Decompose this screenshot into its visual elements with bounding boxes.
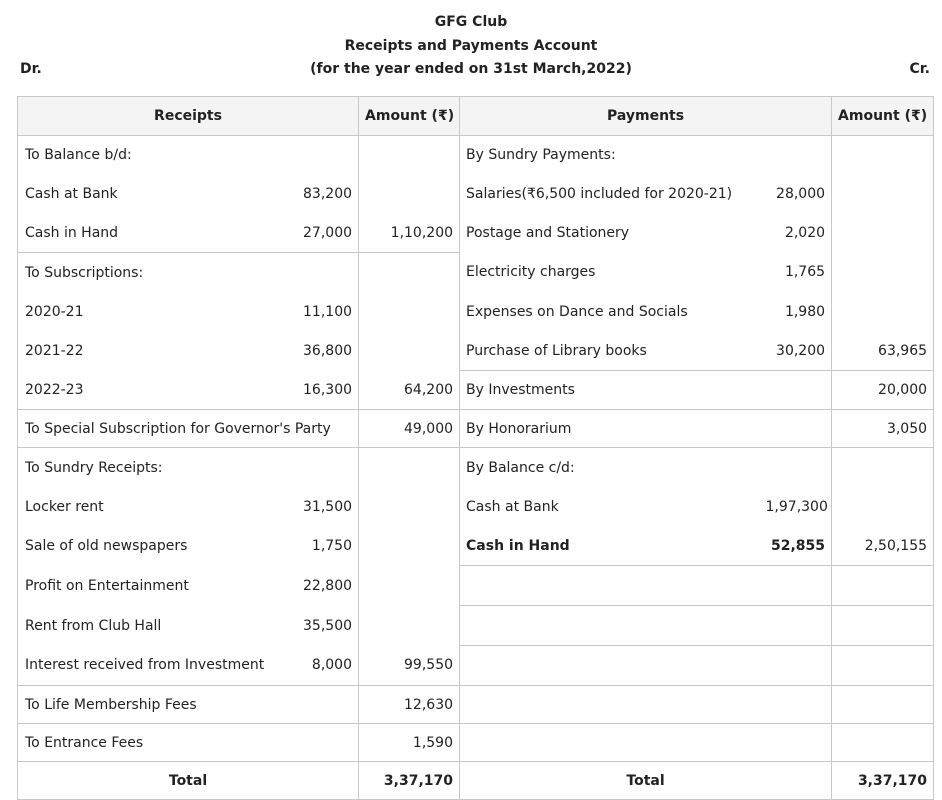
payment-amount xyxy=(832,646,934,686)
receipt-desc: Locker rent xyxy=(18,487,289,526)
receipt-sub: 1,750 xyxy=(289,526,359,566)
payment-desc: Electricity charges xyxy=(460,253,760,293)
payment-sub: 28,000 xyxy=(760,174,832,213)
payment-amount xyxy=(832,136,934,175)
receipt-sub: 22,800 xyxy=(289,566,359,606)
table-row xyxy=(18,724,934,762)
table-row xyxy=(18,487,934,526)
receipt-amount xyxy=(359,292,460,331)
payment-desc: Salaries(₹6,500 included for 2020-21) xyxy=(460,174,760,213)
receipt-sub: 11,100 xyxy=(289,292,359,331)
table-row xyxy=(18,526,934,566)
receipt-desc: Cash at Bank xyxy=(18,174,289,213)
receipt-amount: 12,630 xyxy=(359,686,460,724)
receipt-amount xyxy=(359,566,460,606)
receipt-sub xyxy=(289,136,359,175)
table-row xyxy=(18,213,934,253)
payment-desc: Expenses on Dance and Socials xyxy=(460,292,760,331)
payment-desc: Cash in Hand xyxy=(460,526,760,566)
receipt-amount xyxy=(359,253,460,293)
payments-header: Payments xyxy=(460,97,832,136)
receipt-amount: 64,200 xyxy=(359,371,460,410)
amount-right-header: Amount (₹) xyxy=(832,97,934,136)
receipt-sub xyxy=(289,686,359,724)
table-row xyxy=(18,410,934,448)
payment-sub: 2,020 xyxy=(760,213,832,253)
receipt-sub xyxy=(289,724,359,762)
account-header xyxy=(0,0,942,96)
payment-desc: Postage and Stationery xyxy=(460,213,760,253)
account-title: Receipts and Payments Account xyxy=(344,38,598,54)
receipt-sub xyxy=(289,253,359,293)
receipt-sub: 31,500 xyxy=(289,487,359,526)
receipts-payments-table xyxy=(17,96,934,800)
receipt-amount xyxy=(359,487,460,526)
payment-desc xyxy=(460,566,832,606)
receipt-sub: 16,300 xyxy=(289,371,359,410)
table-row xyxy=(18,292,934,331)
payment-sub xyxy=(760,410,832,448)
receipt-amount xyxy=(359,526,460,566)
receipt-amount: 49,000 xyxy=(359,410,460,448)
payment-amount: 2,50,155 xyxy=(832,526,934,566)
payment-desc xyxy=(460,606,832,646)
table-row xyxy=(18,448,934,488)
payment-amount xyxy=(832,213,934,253)
receipt-amount xyxy=(359,174,460,213)
total-row xyxy=(18,762,934,800)
payment-amount: 20,000 xyxy=(832,371,934,410)
receipt-sub: 36,800 xyxy=(289,331,359,371)
payment-desc xyxy=(460,724,832,762)
amount-left-header: Amount (₹) xyxy=(359,97,460,136)
payment-amount xyxy=(832,174,934,213)
payment-amount xyxy=(832,448,934,488)
payment-desc xyxy=(460,686,832,724)
receipt-desc: 2020-21 xyxy=(18,292,289,331)
payment-amount xyxy=(832,606,934,646)
receipt-amount: 1,10,200 xyxy=(359,213,460,253)
payment-sub: 1,980 xyxy=(760,292,832,331)
receipts-total-amount: 3,37,170 xyxy=(359,762,460,800)
payment-amount xyxy=(832,292,934,331)
payment-amount: 3,050 xyxy=(832,410,934,448)
payment-amount xyxy=(832,686,934,724)
receipt-sub: 27,000 xyxy=(289,213,359,253)
payment-desc: Cash at Bank xyxy=(460,487,760,526)
payment-desc: By Sundry Payments: xyxy=(460,136,760,175)
receipt-desc: To Subscriptions: xyxy=(18,253,289,293)
receipt-desc: Cash in Hand xyxy=(18,213,289,253)
receipt-desc: To Sundry Receipts: xyxy=(18,448,289,488)
receipt-sub: 8,000 xyxy=(289,646,359,686)
club-name: GFG Club xyxy=(434,14,508,30)
receipts-header: Receipts xyxy=(18,97,359,136)
receipt-desc: Interest received from Investment xyxy=(18,646,289,686)
receipts-total-label: Total xyxy=(18,762,359,800)
payment-sub: 1,765 xyxy=(760,253,832,293)
payment-amount xyxy=(832,724,934,762)
receipt-desc: To Life Membership Fees xyxy=(18,686,289,724)
receipt-desc: 2021-22 xyxy=(18,331,289,371)
table-row xyxy=(18,566,934,606)
table-row xyxy=(18,371,934,410)
payment-desc: By Balance c/d: xyxy=(460,448,760,488)
payment-desc xyxy=(460,646,832,686)
receipt-desc: Profit on Entertainment xyxy=(18,566,289,606)
receipt-amount xyxy=(359,331,460,371)
payment-amount xyxy=(832,253,934,293)
receipt-amount: 1,590 xyxy=(359,724,460,762)
table-row xyxy=(18,253,934,293)
debit-label: Dr. xyxy=(20,61,42,77)
receipt-desc: Sale of old newspapers xyxy=(18,526,289,566)
receipt-amount xyxy=(359,448,460,488)
payment-desc: By Honorarium xyxy=(460,410,760,448)
payment-desc: Purchase of Library books xyxy=(460,331,760,371)
payments-total-amount: 3,37,170 xyxy=(832,762,934,800)
payment-amount xyxy=(832,566,934,606)
table-row xyxy=(18,136,934,175)
receipt-desc: To Special Subscription for Governor's Party xyxy=(18,410,289,448)
receipt-desc: To Entrance Fees xyxy=(18,724,289,762)
receipt-amount xyxy=(359,606,460,646)
credit-label: Cr. xyxy=(909,61,930,77)
payment-desc: By Investments xyxy=(460,371,760,410)
table-row xyxy=(18,331,934,371)
receipt-desc: Rent from Club Hall xyxy=(18,606,289,646)
table-row xyxy=(18,174,934,213)
receipt-sub: 83,200 xyxy=(289,174,359,213)
receipt-amount xyxy=(359,136,460,175)
receipt-desc: To Balance b/d: xyxy=(18,136,289,175)
payment-amount: 63,965 xyxy=(832,331,934,371)
payment-sub: 52,855 xyxy=(760,526,832,566)
receipt-desc: 2022-23 xyxy=(18,371,289,410)
payment-sub xyxy=(760,371,832,410)
payment-sub xyxy=(760,448,832,488)
receipt-amount: 99,550 xyxy=(359,646,460,686)
receipt-sub: 35,500 xyxy=(289,606,359,646)
table-row xyxy=(18,646,934,686)
payment-amount xyxy=(832,487,934,526)
payments-total-label: Total xyxy=(460,762,832,800)
account-period: (for the year ended on 31st March,2022) xyxy=(310,61,632,77)
table-row xyxy=(18,606,934,646)
payment-sub: 1,97,300 xyxy=(760,487,832,526)
table-row xyxy=(18,686,934,724)
receipt-sub xyxy=(289,448,359,488)
payment-sub xyxy=(760,136,832,175)
payment-sub: 30,200 xyxy=(760,331,832,371)
